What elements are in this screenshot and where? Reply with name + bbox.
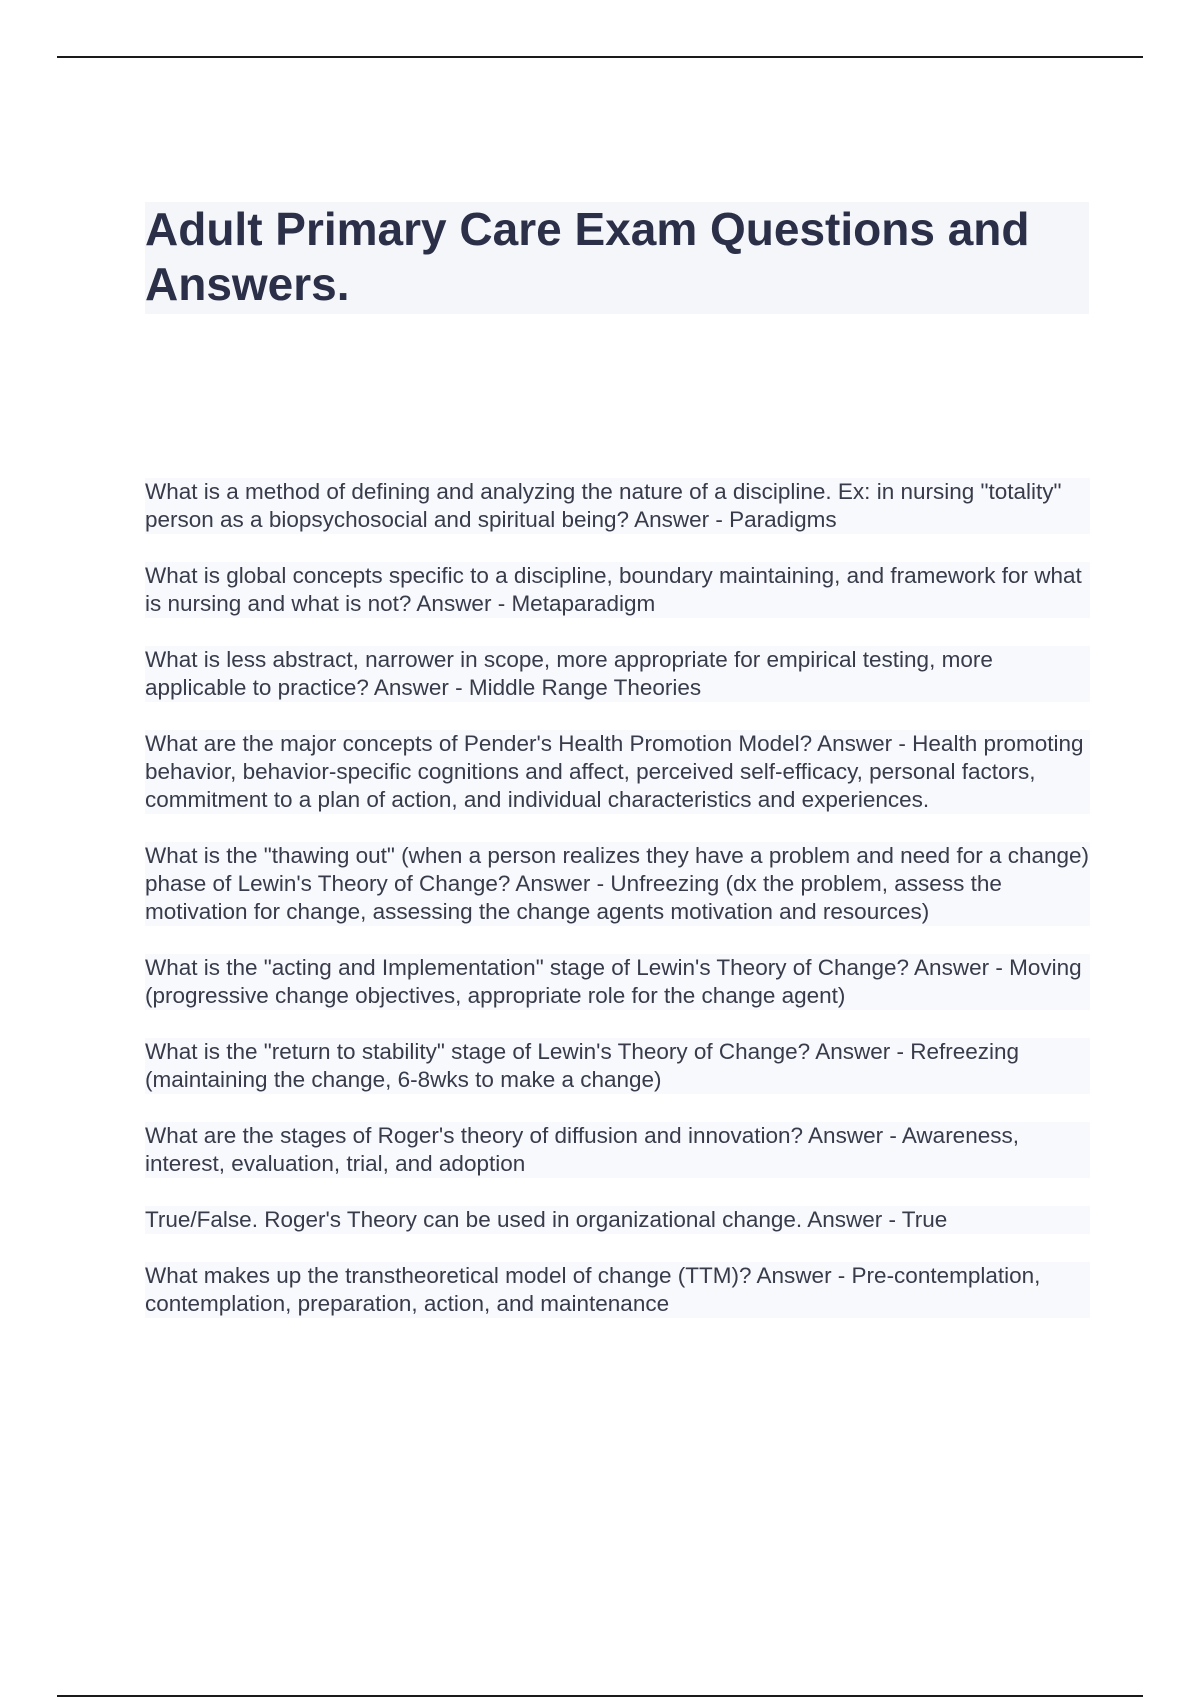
qa-item-6: What is the "acting and Implementation" stage of Lewin's Theory of Change? Answer - Moving (progressive change objectives, appropriate role for the change agent) (145, 954, 1090, 1010)
qa-item-2: What is global concepts specific to a discipline, boundary maintaining, and framework for what is nursing and what is not? Answer - Metaparadigm (145, 562, 1090, 618)
bottom-divider (57, 1695, 1143, 1697)
qa-item-9: True/False. Roger's Theory can be used in organizational change. Answer - True (145, 1206, 1090, 1234)
qa-item-3: What is less abstract, narrower in scope, more appropriate for empirical testing, more applicable to practice? Answer - Middle Range Theories (145, 646, 1090, 702)
qa-item-10: What makes up the transtheoretical model of change (TTM)? Answer - Pre-contemplation, contemplation, preparation, action, and maintenance (145, 1262, 1090, 1318)
top-divider (57, 56, 1143, 58)
page-title: Adult Primary Care Exam Questions and Answers. (145, 203, 1030, 310)
qa-item-1: What is a method of defining and analyzing the nature of a discipline. Ex: in nursing "totality" person as a biopsychosocial and spiritual being? Answer - Paradigms (145, 478, 1090, 534)
qa-list (145, 478, 1090, 1346)
qa-item-4: What are the major concepts of Pender's Health Promotion Model? Answer - Health promoting behavior, behavior-specific cognitions and affect, perceived self-efficacy, personal factors, commitment to a plan of action, and individual characteristics and experiences. (145, 730, 1090, 814)
qa-item-5: What is the "thawing out" (when a person realizes they have a problem and need for a change) phase of Lewin's Theory of Change? Answer - Unfreezing (dx the problem, assess the motivation for change, assessing the change agents motivation and resources) (145, 843, 1090, 924)
qa-item-7: What is the "return to stability" stage of Lewin's Theory of Change? Answer - Refreezing (maintaining the change, 6-8wks to make a change) (145, 1038, 1090, 1094)
title-block (145, 202, 1089, 314)
qa-item-8: What are the stages of Roger's theory of diffusion and innovation? Answer - Awareness, interest, evaluation, trial, and adoption (145, 1122, 1090, 1178)
